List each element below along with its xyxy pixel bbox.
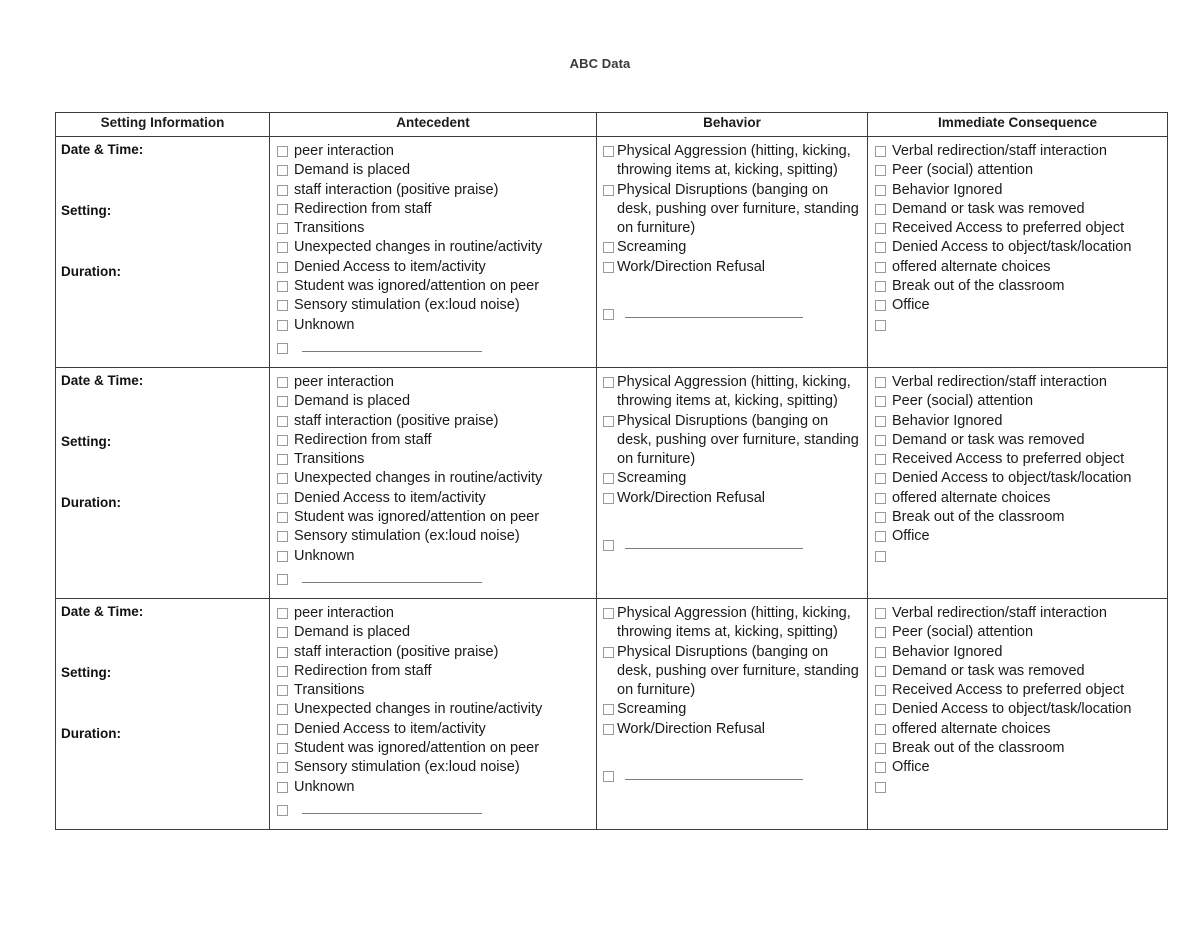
antecedent-option-2[interactable] xyxy=(275,181,592,200)
cell-immediate-consequence xyxy=(868,599,1168,830)
checkbox-icon[interactable] xyxy=(875,262,886,273)
consequence-option-3[interactable] xyxy=(873,431,1163,450)
antecedent-option-9[interactable] xyxy=(275,547,592,566)
checkbox-icon[interactable] xyxy=(875,704,886,715)
checkbox-icon[interactable] xyxy=(875,666,886,677)
consequence-option-1[interactable] xyxy=(873,161,1163,180)
checkbox-label: Denied Access to object/task/location xyxy=(892,239,1132,256)
checkbox-label: Screaming xyxy=(617,239,687,256)
behavior-option-1[interactable] xyxy=(602,643,863,701)
checkbox-label: Break out of the classroom xyxy=(892,509,1065,526)
checkbox-label: Behavior Ignored xyxy=(892,412,1003,429)
write-in-line[interactable] xyxy=(302,802,482,814)
write-in-line[interactable] xyxy=(625,537,803,549)
checkbox-label: Demand or task was removed xyxy=(892,431,1085,448)
checkbox-label: Office xyxy=(892,759,930,776)
antecedent-option-4[interactable] xyxy=(275,450,592,469)
table-row xyxy=(56,599,1168,830)
checkbox-label: Work/Direction Refusal xyxy=(617,720,766,737)
behavior-option-3[interactable] xyxy=(602,720,863,739)
antecedent-option-0[interactable] xyxy=(275,604,592,623)
checkbox-label: Demand is placed xyxy=(294,162,411,179)
checkbox-icon[interactable] xyxy=(875,724,886,735)
checkbox-icon[interactable] xyxy=(875,377,886,388)
consequence-option-2[interactable] xyxy=(873,412,1163,431)
setting-field-duration: Duration: xyxy=(61,264,121,279)
antecedent-option-3[interactable] xyxy=(275,662,592,681)
antecedent-option-8[interactable] xyxy=(275,527,592,546)
checkbox-icon[interactable] xyxy=(277,782,288,793)
checkbox-icon[interactable] xyxy=(277,300,288,311)
consequence-option-8[interactable] xyxy=(873,758,1163,777)
antecedent-option-8[interactable] xyxy=(275,758,592,777)
checkbox-icon[interactable] xyxy=(277,262,288,273)
setting-field-date-time: Date & Time: xyxy=(61,373,144,388)
antecedent-option-0[interactable] xyxy=(275,373,592,392)
checkbox-icon[interactable] xyxy=(277,165,288,176)
checkbox-icon[interactable] xyxy=(875,782,886,793)
antecedent-option-4[interactable] xyxy=(275,219,592,238)
consequence-option-4[interactable] xyxy=(873,681,1163,700)
checkbox-label: Unexpected changes in routine/activity xyxy=(294,470,543,487)
checkbox-label: Demand is placed xyxy=(294,393,411,410)
consequence-option-6[interactable] xyxy=(873,720,1163,739)
consequence-option-7[interactable] xyxy=(873,739,1163,758)
antecedent-option-5[interactable] xyxy=(275,700,592,719)
checkbox-icon[interactable] xyxy=(875,223,886,234)
behavior-option-0[interactable] xyxy=(602,142,863,181)
table-row xyxy=(56,137,1168,368)
checkbox-label: Received Access to preferred object xyxy=(892,682,1125,699)
checkbox-label: Demand or task was removed xyxy=(892,200,1085,217)
behavior-option-1[interactable] xyxy=(602,412,863,470)
table-body xyxy=(56,137,1168,830)
checkbox-label: Student was ignored/attention on peer xyxy=(294,509,540,526)
consequence-write-in[interactable] xyxy=(873,316,1163,330)
checkbox-icon[interactable] xyxy=(603,309,614,320)
checkbox-icon[interactable] xyxy=(277,704,288,715)
checkbox-icon[interactable] xyxy=(875,146,886,157)
cell-antecedent xyxy=(270,599,597,830)
setting-field-list xyxy=(61,142,265,280)
checkbox-label: Demand is placed xyxy=(294,624,411,641)
checkbox-icon[interactable] xyxy=(277,574,288,585)
antecedent-checkbox-list xyxy=(275,604,592,820)
checkbox-label: Physical Disruptions (banging on desk, pushing over furniture, standing on furniture) xyxy=(617,181,859,237)
checkbox-label: Transitions xyxy=(294,220,365,237)
checkbox-icon[interactable] xyxy=(277,666,288,677)
consequence-option-5[interactable] xyxy=(873,469,1163,488)
cell-antecedent xyxy=(270,368,597,599)
checkbox-label: Work/Direction Refusal xyxy=(617,258,766,275)
checkbox-icon[interactable] xyxy=(603,647,614,658)
behavior-option-0[interactable] xyxy=(602,373,863,412)
cell-setting-information xyxy=(56,599,270,830)
checkbox-label: offered alternate choices xyxy=(892,489,1051,506)
antecedent-write-in[interactable] xyxy=(275,339,592,358)
behavior-option-1[interactable] xyxy=(602,181,863,239)
checkbox-label: staff interaction (positive praise) xyxy=(294,181,499,198)
antecedent-option-2[interactable] xyxy=(275,643,592,662)
consequence-option-3[interactable] xyxy=(873,200,1163,219)
consequence-option-5[interactable] xyxy=(873,238,1163,257)
cell-immediate-consequence xyxy=(868,368,1168,599)
cell-antecedent xyxy=(270,137,597,368)
checkbox-label: Redirection from staff xyxy=(294,662,432,679)
checkbox-icon[interactable] xyxy=(875,608,886,619)
setting-field-duration: Duration: xyxy=(61,495,121,510)
antecedent-option-3[interactable] xyxy=(275,431,592,450)
consequence-option-0[interactable] xyxy=(873,142,1163,161)
checkbox-icon[interactable] xyxy=(603,724,614,735)
consequence-option-8[interactable] xyxy=(873,296,1163,315)
checkbox-icon[interactable] xyxy=(875,531,886,542)
antecedent-option-1[interactable] xyxy=(275,623,592,642)
checkbox-icon[interactable] xyxy=(875,165,886,176)
consequence-option-4[interactable] xyxy=(873,450,1163,469)
antecedent-checkbox-list xyxy=(275,373,592,589)
checkbox-icon[interactable] xyxy=(875,762,886,773)
checkbox-icon[interactable] xyxy=(875,627,886,638)
consequence-option-1[interactable] xyxy=(873,392,1163,411)
checkbox-label: Break out of the classroom xyxy=(892,740,1065,757)
checkbox-label: offered alternate choices xyxy=(892,720,1051,737)
consequence-option-3[interactable] xyxy=(873,662,1163,681)
checkbox-icon[interactable] xyxy=(277,454,288,465)
checkbox-label: Screaming xyxy=(617,701,687,718)
write-in-line[interactable] xyxy=(302,340,482,352)
cell-setting-information xyxy=(56,137,270,368)
checkbox-icon[interactable] xyxy=(277,377,288,388)
column-header-behavior: Behavior xyxy=(597,113,868,137)
checkbox-label: Received Access to preferred object xyxy=(892,451,1125,468)
setting-field-date-time: Date & Time: xyxy=(61,604,144,619)
checkbox-icon[interactable] xyxy=(603,473,614,484)
behavior-option-3[interactable] xyxy=(602,489,863,508)
header-row xyxy=(56,113,1168,137)
checkbox-icon[interactable] xyxy=(875,473,886,484)
page-title: ABC Data xyxy=(569,56,631,71)
antecedent-option-7[interactable] xyxy=(275,739,592,758)
setting-field-list xyxy=(61,373,265,511)
behavior-option-2[interactable] xyxy=(602,238,863,257)
checkbox-icon[interactable] xyxy=(277,146,288,157)
checkbox-label: Denied Access to item/activity xyxy=(294,489,486,506)
checkbox-icon[interactable] xyxy=(875,647,886,658)
checkbox-label: Demand or task was removed xyxy=(892,662,1085,679)
setting-field-setting: Setting: xyxy=(61,665,112,680)
setting-field-date-time: Date & Time: xyxy=(61,142,144,157)
checkbox-label: peer interaction xyxy=(294,143,394,159)
consequence-option-6[interactable] xyxy=(873,258,1163,277)
consequence-write-in[interactable] xyxy=(873,547,1163,561)
antecedent-option-6[interactable] xyxy=(275,258,592,277)
checkbox-icon[interactable] xyxy=(277,320,288,331)
cell-behavior xyxy=(597,599,868,830)
checkbox-icon[interactable] xyxy=(603,262,614,273)
checkbox-label: Physical Aggression (hitting, kicking, throwing items at, kicking, spitting) xyxy=(617,374,851,410)
checkbox-label: Peer (social) attention xyxy=(892,624,1034,641)
checkbox-label: Physical Disruptions (banging on desk, pushing over furniture, standing on furniture) xyxy=(617,412,859,468)
consequence-option-4[interactable] xyxy=(873,219,1163,238)
checkbox-icon[interactable] xyxy=(277,493,288,504)
consequence-option-7[interactable] xyxy=(873,277,1163,296)
behavior-write-in[interactable] xyxy=(602,305,863,324)
checkbox-icon[interactable] xyxy=(277,627,288,638)
checkbox-icon[interactable] xyxy=(603,146,614,157)
checkbox-icon[interactable] xyxy=(875,416,886,427)
write-in-line[interactable] xyxy=(625,306,803,318)
checkbox-label: Denied Access to object/task/location xyxy=(892,701,1132,718)
consequence-option-2[interactable] xyxy=(873,643,1163,662)
checkbox-label: Verbal redirection/staff interaction xyxy=(892,605,1107,621)
checkbox-icon[interactable] xyxy=(277,396,288,407)
checkbox-icon[interactable] xyxy=(277,343,288,354)
antecedent-option-1[interactable] xyxy=(275,392,592,411)
checkbox-icon[interactable] xyxy=(875,512,886,523)
checkbox-label: Denied Access to item/activity xyxy=(294,720,486,737)
write-in-line[interactable] xyxy=(302,571,482,583)
setting-field-list xyxy=(61,604,265,742)
column-header-setting-information: Setting Information xyxy=(56,113,270,137)
checkbox-icon[interactable] xyxy=(277,685,288,696)
checkbox-label: Screaming xyxy=(617,470,687,487)
antecedent-write-in[interactable] xyxy=(275,801,592,820)
checkbox-label: Work/Direction Refusal xyxy=(617,489,766,506)
checkbox-icon[interactable] xyxy=(277,242,288,253)
checkbox-label: Physical Aggression (hitting, kicking, throwing items at, kicking, spitting) xyxy=(617,605,851,641)
checkbox-icon[interactable] xyxy=(277,473,288,484)
checkbox-icon[interactable] xyxy=(875,454,886,465)
setting-field-setting: Setting: xyxy=(61,203,112,218)
behavior-checkbox-list xyxy=(602,373,863,555)
checkbox-icon[interactable] xyxy=(277,724,288,735)
checkbox-icon[interactable] xyxy=(277,185,288,196)
table-row xyxy=(56,368,1168,599)
checkbox-icon[interactable] xyxy=(277,435,288,446)
checkbox-label: Physical Aggression (hitting, kicking, throwing items at, kicking, spitting) xyxy=(617,143,851,179)
consequence-option-5[interactable] xyxy=(873,700,1163,719)
checkbox-label: Denied Access to item/activity xyxy=(294,258,486,275)
checkbox-label: Peer (social) attention xyxy=(892,162,1034,179)
checkbox-label: Unknown xyxy=(294,547,355,564)
abc-data-table xyxy=(55,112,1168,830)
antecedent-option-6[interactable] xyxy=(275,489,592,508)
checkbox-label: Physical Disruptions (banging on desk, pushing over furniture, standing on furniture) xyxy=(617,643,859,699)
checkbox-icon[interactable] xyxy=(875,242,886,253)
checkbox-label: Transitions xyxy=(294,682,365,699)
checkbox-label: Verbal redirection/staff interaction xyxy=(892,374,1107,390)
checkbox-icon[interactable] xyxy=(277,512,288,523)
column-header-immediate-consequence: Immediate Consequence xyxy=(868,113,1168,137)
behavior-option-2[interactable] xyxy=(602,700,863,719)
behavior-spacer xyxy=(602,277,863,301)
consequence-option-1[interactable] xyxy=(873,623,1163,642)
consequence-option-0[interactable] xyxy=(873,373,1163,392)
antecedent-option-6[interactable] xyxy=(275,720,592,739)
checkbox-icon[interactable] xyxy=(875,493,886,504)
behavior-option-2[interactable] xyxy=(602,469,863,488)
behavior-write-in[interactable] xyxy=(602,536,863,555)
checkbox-icon[interactable] xyxy=(603,377,614,388)
consequence-write-in[interactable] xyxy=(873,778,1163,792)
checkbox-label: Received Access to preferred object xyxy=(892,220,1125,237)
checkbox-label: Office xyxy=(892,528,930,545)
checkbox-icon[interactable] xyxy=(875,551,886,562)
checkbox-icon[interactable] xyxy=(875,743,886,754)
checkbox-label: Denied Access to object/task/location xyxy=(892,470,1132,487)
antecedent-checkbox-list xyxy=(275,142,592,358)
consequence-option-0[interactable] xyxy=(873,604,1163,623)
setting-field-setting: Setting: xyxy=(61,434,112,449)
checkbox-icon[interactable] xyxy=(277,204,288,215)
cell-immediate-consequence xyxy=(868,137,1168,368)
consequence-option-7[interactable] xyxy=(873,508,1163,527)
checkbox-label: Student was ignored/attention on peer xyxy=(294,740,540,757)
checkbox-icon[interactable] xyxy=(603,416,614,427)
column-header-antecedent: Antecedent xyxy=(270,113,597,137)
checkbox-label: Unknown xyxy=(294,778,355,795)
checkbox-label: staff interaction (positive praise) xyxy=(294,643,499,660)
checkbox-label: Unknown xyxy=(294,316,355,333)
checkbox-icon[interactable] xyxy=(603,704,614,715)
checkbox-icon[interactable] xyxy=(875,281,886,292)
checkbox-icon[interactable] xyxy=(603,771,614,782)
checkbox-icon[interactable] xyxy=(277,531,288,542)
consequence-option-2[interactable] xyxy=(873,181,1163,200)
checkbox-icon[interactable] xyxy=(875,300,886,311)
checkbox-icon[interactable] xyxy=(277,805,288,816)
checkbox-icon[interactable] xyxy=(277,551,288,562)
checkbox-label: Unexpected changes in routine/activity xyxy=(294,701,543,718)
checkbox-label: Transitions xyxy=(294,451,365,468)
behavior-option-0[interactable] xyxy=(602,604,863,643)
antecedent-option-0[interactable] xyxy=(275,142,592,161)
checkbox-label: peer interaction xyxy=(294,374,394,390)
antecedent-option-9[interactable] xyxy=(275,316,592,335)
checkbox-label: Office xyxy=(892,297,930,314)
checkbox-icon[interactable] xyxy=(603,185,614,196)
checkbox-icon[interactable] xyxy=(875,204,886,215)
checkbox-icon[interactable] xyxy=(277,223,288,234)
checkbox-label: Redirection from staff xyxy=(294,200,432,217)
checkbox-icon[interactable] xyxy=(875,185,886,196)
checkbox-icon[interactable] xyxy=(875,435,886,446)
checkbox-icon[interactable] xyxy=(277,281,288,292)
behavior-option-3[interactable] xyxy=(602,258,863,277)
checkbox-icon[interactable] xyxy=(277,762,288,773)
antecedent-option-7[interactable] xyxy=(275,277,592,296)
write-in-line[interactable] xyxy=(625,768,803,780)
behavior-checkbox-list xyxy=(602,142,863,324)
setting-field-duration: Duration: xyxy=(61,726,121,741)
antecedent-option-2[interactable] xyxy=(275,412,592,431)
cell-setting-information xyxy=(56,368,270,599)
checkbox-icon[interactable] xyxy=(603,493,614,504)
cell-behavior xyxy=(597,137,868,368)
consequence-checkbox-list xyxy=(873,373,1163,561)
consequence-option-8[interactable] xyxy=(873,527,1163,546)
consequence-checkbox-list xyxy=(873,604,1163,792)
checkbox-icon[interactable] xyxy=(277,416,288,427)
checkbox-icon[interactable] xyxy=(875,396,886,407)
consequence-checkbox-list xyxy=(873,142,1163,330)
consequence-option-6[interactable] xyxy=(873,489,1163,508)
antecedent-option-5[interactable] xyxy=(275,469,592,488)
checkbox-label: Sensory stimulation (ex:loud noise) xyxy=(294,528,520,545)
checkbox-icon[interactable] xyxy=(603,242,614,253)
checkbox-label: Behavior Ignored xyxy=(892,181,1003,198)
checkbox-label: Behavior Ignored xyxy=(892,643,1003,660)
antecedent-option-5[interactable] xyxy=(275,238,592,257)
checkbox-icon[interactable] xyxy=(603,608,614,619)
antecedent-write-in[interactable] xyxy=(275,570,592,589)
checkbox-label: peer interaction xyxy=(294,605,394,621)
checkbox-icon[interactable] xyxy=(603,540,614,551)
checkbox-label: Verbal redirection/staff interaction xyxy=(892,143,1107,159)
table-header xyxy=(56,113,1168,137)
checkbox-label: Sensory stimulation (ex:loud noise) xyxy=(294,297,520,314)
checkbox-icon[interactable] xyxy=(277,608,288,619)
checkbox-label: Sensory stimulation (ex:loud noise) xyxy=(294,759,520,776)
antecedent-option-8[interactable] xyxy=(275,296,592,315)
antecedent-option-3[interactable] xyxy=(275,200,592,219)
checkbox-icon[interactable] xyxy=(875,685,886,696)
checkbox-label: Break out of the classroom xyxy=(892,278,1065,295)
antecedent-option-1[interactable] xyxy=(275,161,592,180)
checkbox-icon[interactable] xyxy=(875,320,886,331)
behavior-write-in[interactable] xyxy=(602,767,863,786)
checkbox-icon[interactable] xyxy=(277,743,288,754)
checkbox-icon[interactable] xyxy=(277,647,288,658)
cell-behavior xyxy=(597,368,868,599)
checkbox-label: Peer (social) attention xyxy=(892,393,1034,410)
behavior-spacer xyxy=(602,508,863,532)
checkbox-label: staff interaction (positive praise) xyxy=(294,412,499,429)
antecedent-option-9[interactable] xyxy=(275,778,592,797)
checkbox-label: Student was ignored/attention on peer xyxy=(294,278,540,295)
checkbox-label: Redirection from staff xyxy=(294,431,432,448)
antecedent-option-4[interactable] xyxy=(275,681,592,700)
antecedent-option-7[interactable] xyxy=(275,508,592,527)
checkbox-label: Unexpected changes in routine/activity xyxy=(294,239,543,256)
checkbox-label: offered alternate choices xyxy=(892,258,1051,275)
behavior-spacer xyxy=(602,739,863,763)
behavior-checkbox-list xyxy=(602,604,863,786)
